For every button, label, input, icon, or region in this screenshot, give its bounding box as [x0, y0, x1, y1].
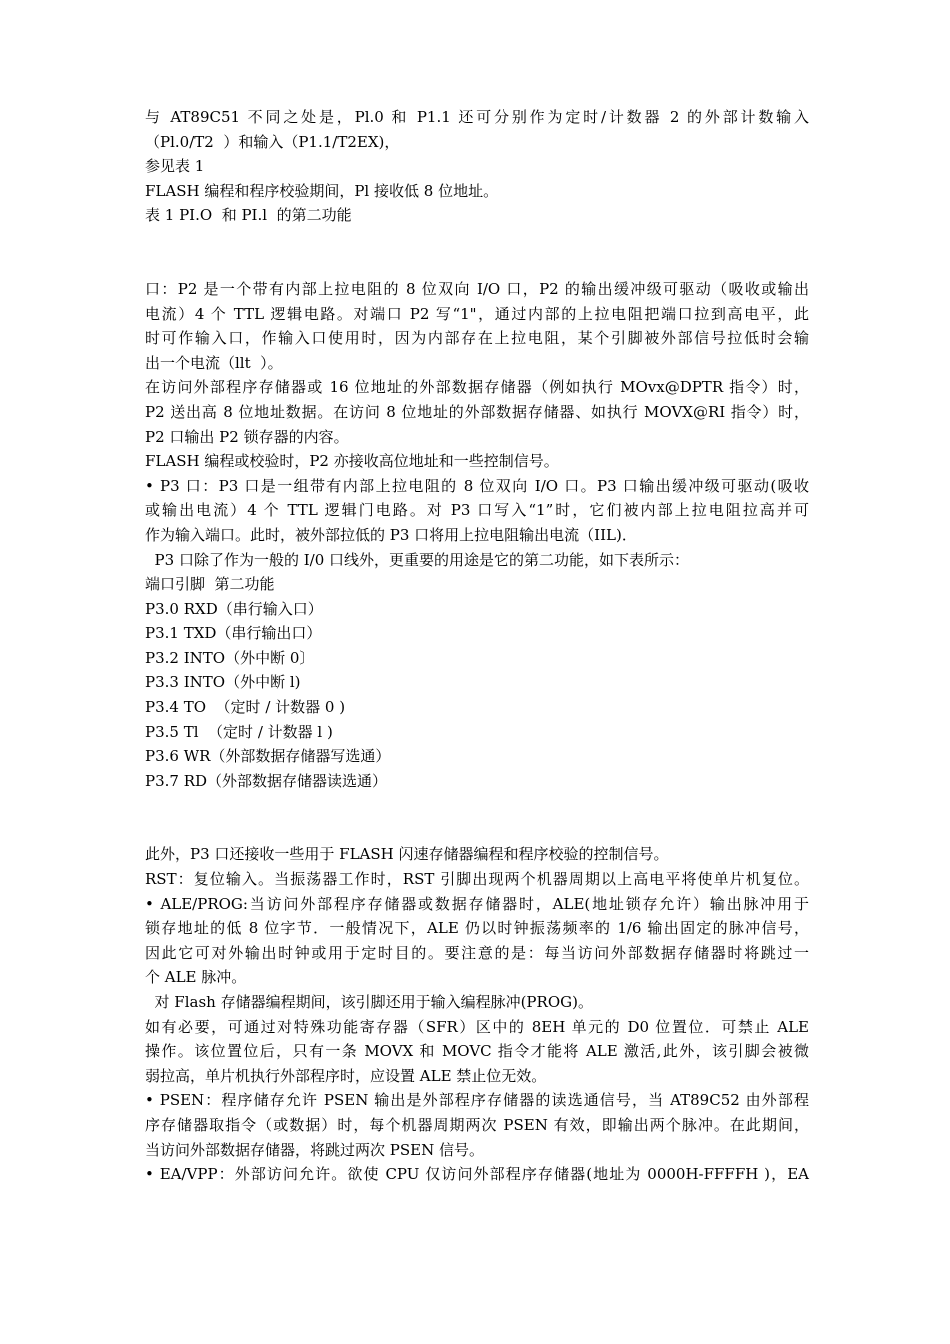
text-line: RST：复位输入。当振荡器工作时，RST 引脚出现两个机器周期以上高电平将使单片机复位。	[145, 870, 809, 889]
text-line: 与 AT89C51 不同之处是，Pl.0 和 P1.1 还可分别作为定时/计数器 2 的外部计数输入	[145, 108, 809, 126]
text-line: P3.6 WR（外部数据存储器写选通）	[145, 747, 391, 766]
text-line: 个 ALE 脉冲。	[145, 968, 247, 987]
document-page	[145, 105, 809, 1187]
blank-gap	[145, 228, 809, 277]
text-line: （Pl.0/T2 ）和输入（P1.1/T2EX)，	[145, 132, 400, 151]
text-line: 此外，P3 口还接收一些用于 FLASH 闪速存储器编程和程序校验的控制信号。	[145, 845, 669, 864]
paragraph-p1-alt-functions	[145, 105, 809, 228]
text-line: 出一个电流（llt ）。	[145, 353, 283, 372]
text-line: 参见表 1	[145, 157, 205, 176]
text-line: 当访问外部数据存储器，将跳过两次 PSEN 信号。	[145, 1140, 484, 1159]
text-line: 表 1 PI.O 和 PI.l 的第二功能	[145, 206, 352, 225]
text-line: FLASH 编程或校验时，P2 亦接收高位地址和一些控制信号。	[145, 452, 559, 471]
text-line: P3.5 Tl （定时 / 计数器 l )	[145, 722, 333, 741]
text-line: 序存储器取指令（或数据）时，每个机器周期两次 PSEN 有效，即输出两个脉冲。在此期间，	[145, 1115, 809, 1134]
text-line: 在访问外部程序存储器或 16 位地址的外部数据存储器（例如执行 MOvx@DPTR 指令）时，	[145, 378, 809, 397]
text-line: P3.1 TXD（串行输出口）	[145, 624, 322, 643]
text-line: 因此它可对外输出时钟或用于定时目的。要注意的是：每当访问外部数据存储器时将跳过一	[145, 943, 809, 962]
text-line: 作为输入端口。此时，被外部拉低的 P3 口将用上拉电阻输出电流（IIL)．	[145, 525, 637, 544]
text-line: • EA/VPP：外部访问允许。欲使 CPU 仅访问外部程序存储器(地址为 0000H-FFFFH )，EA	[145, 1165, 809, 1184]
text-line: 操作。该位置位后，只有一条 MOVX 和 MOVC 指令才能将 ALE 激活,此外，该引脚会被微	[145, 1042, 809, 1061]
text-line: P3.7 RD（外部数据存储器读选通）	[145, 771, 388, 790]
text-line: 锁存地址的低 8 位字节．一般情况下，ALE 仍以时钟振荡频率的 1/6 输出固定的脉冲信号，	[145, 919, 809, 938]
text-line: • PSEN：程序储存允许 PSEN 输出是外部程序存储器的读选通信号，当 AT89C52 由外部程	[145, 1091, 809, 1110]
text-line: P3.3 INTO（外中断 l)	[145, 673, 301, 692]
text-line: 弱拉高，单片机执行外部程序时，应设置 ALE 禁止位无效。	[145, 1066, 547, 1085]
text-line: P3.4 TO （定时 / 计数器 0 )	[145, 698, 346, 717]
text-line: P2 口输出 P2 锁存器的内容。	[145, 427, 349, 446]
text-line: 如有必要，可通过对特殊功能寄存器（SFR）区中的 8EH 单元的 D0 位置位．可禁止 ALE	[145, 1017, 809, 1036]
text-line: 电流）4 个 TTL 逻辑电路。对端口 P2 写“1"，通过内部的上拉电阻把端口拉到高电平，此	[145, 304, 809, 323]
text-line: 或输出电流）4 个 TTL 逻辑门电路。对 P3 口写入“1”时，它们被内部上拉电阻拉高并可	[145, 501, 809, 520]
paragraph-p2-p3-ports	[145, 277, 809, 793]
text-line: • P3 口：P3 口是一组带有内部上拉电阻的 8 位双向 I/O 口。P3 口输出缓冲级可驱动(吸收	[145, 476, 809, 495]
text-line: P3.2 INTO（外中断 0〕	[145, 648, 315, 667]
text-line: 对 Flash 存储器编程期间，该引脚还用于输入编程脉冲(PROG)。	[145, 993, 593, 1011]
text-line: 端口引脚 第二功能	[145, 575, 275, 594]
text-line: P2 送出高 8 位地址数据。在访问 8 位地址的外部数据存储器、如执行 MOVX@RI 指令）时，	[145, 402, 809, 421]
text-line: P3.0 RXD（串行输入口）	[145, 599, 323, 618]
text-line: 口：P2 是一个带有内部上拉电阻的 8 位双向 I/O 口，P2 的输出缓冲级可驱动（吸收或输出	[145, 279, 809, 298]
paragraph-control-pins	[145, 842, 809, 1186]
text-line: P3 口除了作为一般的 I/0 口线外，更重要的用途是它的第二功能，如下表所示：	[145, 550, 690, 569]
blank-gap	[145, 793, 809, 842]
text-line: FLASH 编程和程序校验期间，Pl 接收低 8 位地址。	[145, 181, 499, 200]
text-line: • ALE/PROG:当访问外部程序存储器或数据存储器时，ALE(地址锁存允许）输出脉冲用于	[145, 894, 809, 913]
text-line: 时可作输入口，作输入口使用时，因为内部存在上拉电阻，某个引脚被外部信号拉低时会输	[145, 329, 809, 348]
